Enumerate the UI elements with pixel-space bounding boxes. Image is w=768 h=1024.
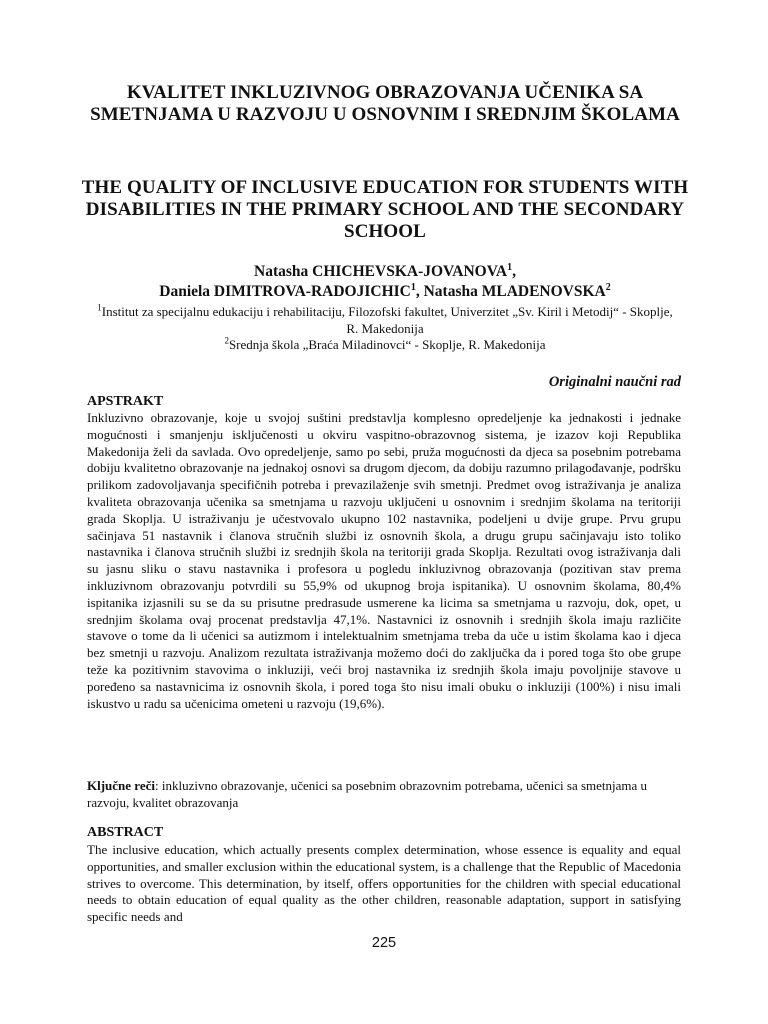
abstract-body: The inclusive education, which actually presents complex determination, whose essence is equality and equal opportunities, and smaller exclusion within the educational system, is a challenge that the Republic of Macedonia strives to overcome. This determination, by itself, offers opportunities for the children with special educational needs to obtain education of equal quality as the other children, reasonable adaptation, support in satisfying specific needs and [87,842,681,925]
author-affiliation-marker: 1 [507,261,513,273]
paper-type-label: Originalni naučni rad [548,374,681,390]
affiliation-2 [96,336,674,353]
affiliation-marker: 2 [224,335,229,346]
keywords-text: : inkluzivno obrazovanje, učenici sa posebnim obrazovnim potrebama, učenici sa smetnjama u razvoju, kvalitet obrazovanja [87,778,648,810]
title-english: THE QUALITY OF INCLUSIVE EDUCATION FOR STUDENTS WITH DISABILITIES IN THE PRIMARY SCHOOL AND THE SECONDARY SCHOOL [81,177,689,242]
page-number: 225 [371,935,397,951]
affiliation-marker: 1 [97,302,102,313]
author-name: Daniela DIMITROVA-RADOJICHIC [159,283,411,300]
author-separator: , [415,283,420,300]
affiliation-text: Srednja škola „Braća Miladinovci“ - Skoplje, R. Makedonija [228,337,546,352]
keywords-label: Ključne reči [87,778,155,793]
affiliation-1 [96,303,674,337]
author-name: Natasha MLADENOVSKA [423,283,606,300]
author-affiliation-marker: 1 [410,281,416,293]
abstract-heading: ABSTRACT [87,825,164,840]
apstrakt-heading: APSTRAKT [87,394,164,409]
author-affiliation-marker: 2 [605,281,611,293]
authors-block [60,262,710,302]
apstrakt-body: Inkluzivno obrazovanje, koje u svojoj suštini predstavlja komplesno opredeljenje ka jednakosti i jednake mogućnosti i smanjenju isključenosti u okviru vaspitno-obrazovnog sistema, je izazov koji Republika Makedonija želi da savlada. Ovo opredeljenje, samo po sebi, pruža mogućnosti da djeca sa posebnim potrebama dobiju kvalitetno obrazovanje na jednakoj osnovi sa drugom djecom, da dobiju razumno prilagođavanje, podršku prilikom zadovoljavanja specifičnih potreba i prevazilaženje svih smetnji. Predmet ovog istraživanja je analiza kvaliteta obrazovanja učenika sa smetnjama u razvoju uključeni u osnovnim i srednjim školama na teritoriji grada Skoplja. U istraživanju je učestvovalo ukupno 102 nastavnika, podeljeni u dvije grupe. Prvu grupu sačinjava 51 nastavnik i članova stručnih službi iz osnovnih škola, a drugu grupu sačinjavaju isto toliko nastavnika i članova stručnih službi iz srednjih škola na teritoriji grada Skoplja. Rezultati ovog istraživanja dali su jasnu sliku o stavu nastavnika i profesora u pogledu inkluzivnog obrazovanja (pozitivan stav prema inkluzivnom obrazovanju potvrdili su 55,9% od ukupnog broja ispitanika). U osnovnim školama, 80,4% ispitanika izjasnili su se da su prisutne predrasude usmerene ka licima sa smetnjama u razvoju, dok, opet, u srednjim školama ovaj procenat predstavlja 47,1%. Nastavnici iz osnovnih i srednjih škola imaju različite stavove o tome da li učenici sa autizmom i intelektualnim smetnjama treba da uče u istim školama kao i djeca bez smetnji u razvoju. Analizom rezultata istraživanja možemo doći do zaključka da i pored toga što obe grupe teže ka pozitivnim stavovima o inkluziji, veći broj nastavnika iz srednjih škola imaju povoljnije stavove u poređeno sa nastavnicima iz osnovnih škola, i pored toga što nisu imali obuku o inkluziji (100%) i nisu imali iskustvo u radu sa učenicima ometeni u razvoju (19,6%). [87,410,681,711]
author-separator: , [512,263,516,280]
title-serbian: KVALITET INKLUZIVNOG OBRAZOVANJA UČENIKA SA SMETNJAMA U RAZVOJU U OSNOVNIM I SREDNJIM ŠKOLAMA [90,82,680,125]
affiliation-text: Institut za specijalnu edukaciju i rehabilitaciju, Filozofski fakultet, Univerzitet „Sv. Kiril i Metodij“ - Skoplje, R. Makedonija [101,304,673,336]
keywords-block [87,778,681,812]
author-name: Natasha CHICHEVSKA-JOVANOVA [254,263,508,280]
